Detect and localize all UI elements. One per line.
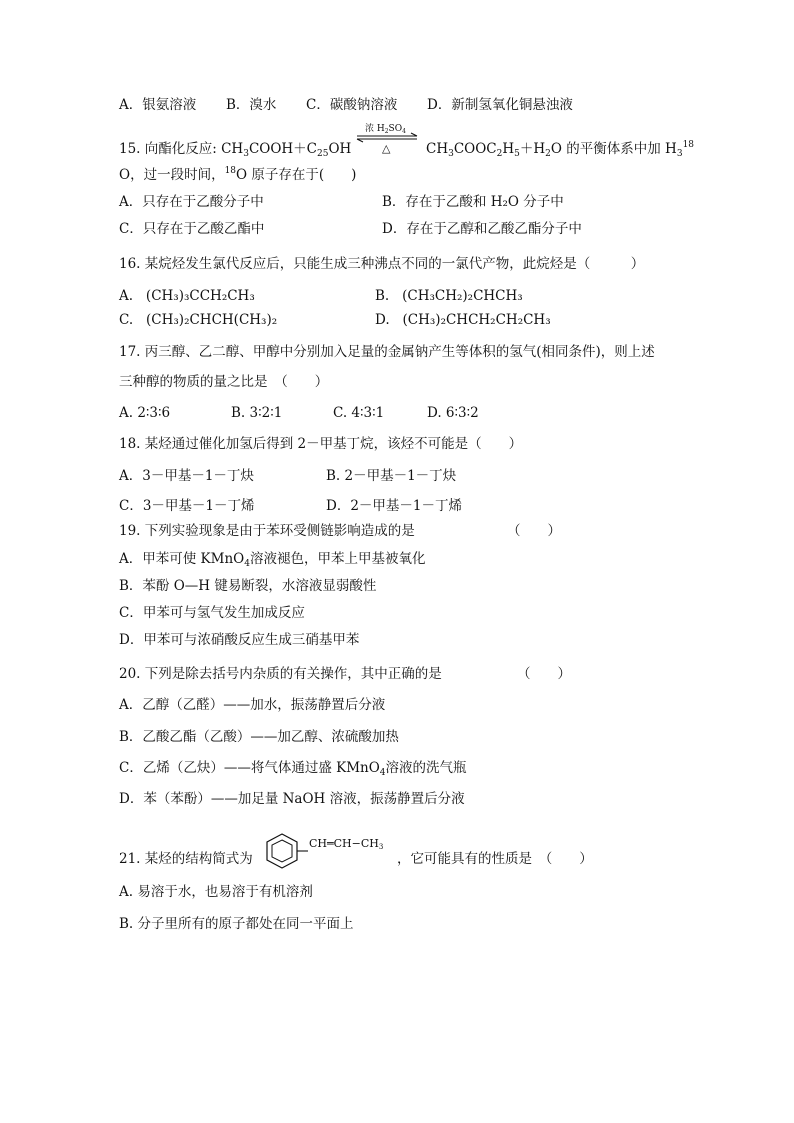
q18-option-d: D．2－甲基－1－丁烯 <box>326 498 463 514</box>
q16-stem: 16. 某烷烃发生氯代反应后，只能生成三种沸点不同的一氯代产物，此烷烃是（ ） <box>119 256 645 272</box>
reaction-arrow <box>355 122 419 156</box>
styrene-derivative-structure-icon <box>262 832 402 870</box>
arrow-top-label: 浓 $H_2SO_4$ <box>365 124 406 135</box>
structure-chain-label: CH═CH−CH3 <box>309 837 384 851</box>
q19-option-b: B．苯酚 O—H 键易断裂，水溶液显弱酸性 <box>119 578 377 594</box>
q21-option-a: A. 易溶于水，也易溶于有机溶剂 <box>119 884 313 900</box>
q19-answer-paren: （ ） <box>507 523 561 539</box>
q15-option-a: A．只存在于乙酸分子中 <box>119 194 264 210</box>
q17-option-a: A. 2∶3∶6 <box>119 405 171 421</box>
q15-option-d: D．存在于乙醇和乙酸乙酯分子中 <box>382 221 582 237</box>
q14-option-c: C．碳酸钠溶液 <box>306 97 398 113</box>
q15-option-c: C．只存在于乙酸乙酯中 <box>119 221 265 237</box>
q20-option-b: B．乙酸乙酯（乙酸）——加乙醇、浓硫酸加热 <box>119 729 399 745</box>
q16-option-d: D. (CH₃)₂CHCH₂CH₂CH₃ <box>375 312 551 328</box>
q18-stem: 18. 某烃通过催化加氢后得到 2－甲基丁烷，该烃不可能是（ ） <box>119 436 523 452</box>
q20-stem: 20. 下列是除去括号内杂质的有关操作，其中正确的是 <box>119 666 442 682</box>
q19-stem: 19. 下列实验现象是由于苯环受侧链影响造成的是 <box>119 523 415 539</box>
q16-option-b: B. (CH₃CH₂)₂CHCH₃ <box>375 288 523 304</box>
arrow-heat-symbol: △ <box>382 142 391 155</box>
q19-option-c: C．甲苯可与氢气发生加成反应 <box>119 605 305 621</box>
q21-option-b: B. 分子里所有的原子都处在同一平面上 <box>119 916 354 932</box>
q15-stem-right: $CH_3COOC_2H_5+H_2O$ 的平衡体系中加 $H_3^{18}$ <box>426 140 695 159</box>
q21-stem-post: ，它可能具有的性质是 （ ） <box>397 851 593 867</box>
q17-option-c: C. 4∶3∶1 <box>333 405 385 421</box>
q16-option-c: C. (CH₃)₂CHCH(CH₃)₂ <box>119 312 278 328</box>
q20-option-d: D．苯（苯酚）——加足量 NaOH 溶液，振荡静置后分液 <box>119 791 465 807</box>
q21-stem-pre: 21. 某烃的结构简式为 <box>119 851 253 867</box>
q20-option-c: C．乙烯（乙炔）——将气体通过盛 KMnO$_4$溶液的洗气瓶 <box>119 760 467 778</box>
q20-option-a: A．乙醇（乙醛）——加水，振荡静置后分液 <box>119 697 386 713</box>
q17-stem-line2: 三种醇的物质的量之比是 （ ） <box>119 374 329 390</box>
q14-option-a: A．银氨溶液 <box>119 97 197 113</box>
q17-stem-line1: 17. 丙三醇、乙二醇、甲醇中分别加入足量的金属钠产生等体积的氢气(相同条件)，则上述 <box>119 344 655 360</box>
q15-stem-line2: O，过一段时间，$^{18}$O 原子存在于( ) <box>119 166 357 183</box>
q17-option-b: B. 3∶2∶1 <box>231 405 283 421</box>
q14-option-b: B．溴水 <box>226 97 277 113</box>
q18-option-c: C．3－甲基－1－丁烯 <box>119 498 255 514</box>
q16-option-a: A. (CH₃)₃CCH₂CH₃ <box>119 288 255 304</box>
q15-option-b: B．存在于乙酸和 H₂O 分子中 <box>382 194 564 210</box>
q18-option-b: B. 2－甲基－1－丁炔 <box>326 468 457 484</box>
q20-answer-paren: （ ） <box>517 666 571 682</box>
q19-option-a: A．甲苯可使 KMnO$_4$溶液褪色，甲苯上甲基被氧化 <box>119 551 426 569</box>
q17-option-d: D. 6∶3∶2 <box>427 405 479 421</box>
q15-stem-left: 15. 向酯化反应: $CH_3COOH+C_{25}OH$ <box>119 141 352 159</box>
q18-option-a: A．3－甲基－1－丁炔 <box>119 468 254 484</box>
q14-option-d: D．新制氢氧化铜悬浊液 <box>427 97 573 113</box>
q19-option-d: D．甲苯可与浓硝酸反应生成三硝基甲苯 <box>119 632 360 648</box>
